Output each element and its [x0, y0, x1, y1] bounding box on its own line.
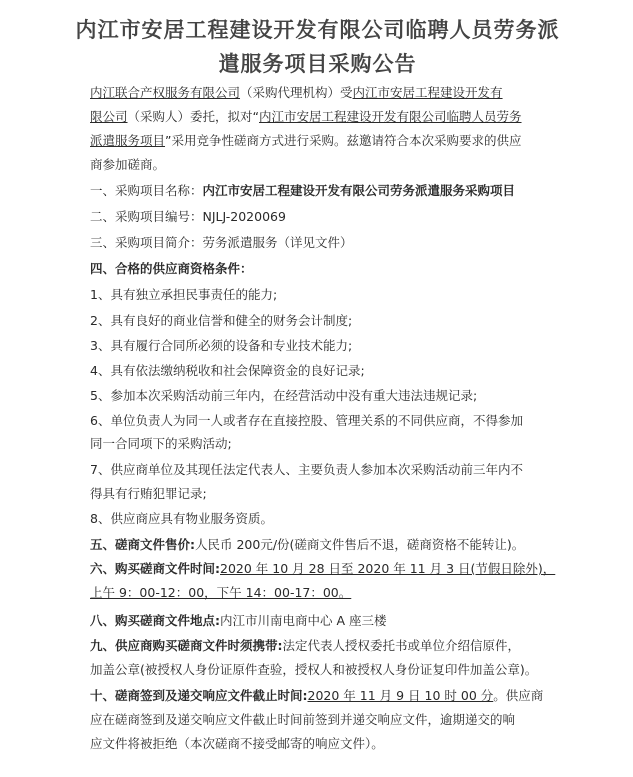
qualification-6-line-2: 同一合同项下的采购活动; [90, 436, 232, 451]
qualification-6-line-1: 6、单位负责人为同一人或者存在直接控股、管理关系的不同供应商，不得参加 [90, 413, 523, 428]
intro-line-4: 商参加磋商。 [90, 157, 166, 172]
purchaser-name-part-1: 内江市安居工程建设开发有 [352, 85, 503, 100]
qualification-3: 3、具有履行合同所必须的设备和专业技术能力; [90, 338, 353, 353]
section-5 [90, 537, 524, 553]
section-4-label: 四、合格的供应商资格条件： [90, 261, 253, 276]
deadline-time: 2020 年 11 月 9 日 10 时 00 分 [307, 688, 494, 703]
section-10-label: 十、磋商签到及递交响应文件截止时间: [90, 688, 308, 703]
section-10-value-tail: 。供应商 [493, 688, 544, 703]
intro-line-2 [90, 109, 522, 125]
section-6 [90, 561, 555, 577]
section-10 [90, 688, 543, 704]
section-1 [90, 183, 515, 199]
section-1-label: 一、采购项目名称： [90, 183, 203, 198]
qualification-1: 1、具有独立承担民事责任的能力; [90, 287, 278, 302]
agency-role: （采购代理机构）受 [240, 85, 353, 100]
intro-line-1 [90, 85, 503, 101]
section-2-label: 二、采购项目编号： [90, 209, 203, 224]
section-8-value: 内江市川南电商中心 A 座三楼 [220, 613, 387, 628]
section-10-value-line-3: 应文件将被拒绝（本次磋商不接受邮寄的响应文件）。 [90, 736, 384, 751]
qualification-7-line-1: 7、供应商单位及其现任法定代表人、主要负责人参加本次采购活动前三年内不 [90, 462, 523, 477]
purchaser-role: （采购人）委托，拟对“ [127, 109, 259, 124]
agency-name: 内江联合产权服务有限公司 [90, 85, 241, 100]
qualification-7-line-2: 得具有行贿犯罪记录; [90, 486, 207, 501]
section-9 [90, 638, 520, 654]
section-9-value-line-1: 法定代表人授权委托书或单位介绍信原件， [282, 638, 521, 653]
section-8 [90, 613, 387, 629]
qualification-2: 2、具有良好的商业信誉和健全的财务会计制度; [90, 313, 353, 328]
procurement-method: ”采用竞争性磋商方式进行采购。兹邀请符合本次采购要求的供应 [165, 133, 522, 148]
section-6-label: 六、购买磋商文件时间: [90, 561, 220, 576]
section-8-label: 八、购买磋商文件地点: [90, 613, 220, 628]
section-5-label: 五、磋商文件售价: [90, 537, 195, 552]
document-title-line-2: 遣服务项目采购公告 [218, 51, 417, 76]
project-name-part-2: 派遣服务项目 [90, 133, 166, 148]
section-1-value: 内江市安居工程建设开发有限公司劳务派遣服务采购项目 [202, 183, 516, 198]
section-9-value-line-2: 加盖公章(被授权人身份证原件查验，授权人和被授权人身份证复印件加盖公章)。 [90, 662, 538, 677]
qualification-8: 8、供应商应具有物业服务资质。 [90, 511, 273, 526]
section-6-value-line-1: 2020 年 10 月 28 日至 2020 年 11 月 3 日(节假日除外)， [220, 561, 556, 576]
project-name-part-1: 内江市安居工程建设开发有限公司临聘人员劳务 [259, 109, 522, 124]
intro-line-3 [90, 133, 522, 149]
purchaser-name-part-2: 限公司 [90, 109, 128, 124]
section-5-value: 人民币 200元/份(磋商文件售后不退，磋商资格不能转让)。 [195, 537, 525, 552]
section-6-value-line-2: 上午 9：00-12：00，下午 14：00-17：00。 [90, 585, 352, 600]
section-3-label: 三、采购项目简介： [90, 235, 203, 250]
section-10-value-line-2: 应在磋商签到及递交响应文件截止时间前签到并递交响应文件，逾期递交的响 [90, 712, 516, 727]
section-3-value: 劳务派遣服务（详见文件） [202, 235, 353, 250]
document-title-line-1: 内江市安居工程建设开发有限公司临聘人员劳务派 [75, 17, 560, 42]
section-2-value: NJLJ-2020069 [202, 209, 286, 224]
qualification-5: 5、参加本次采购活动前三年内，在经营活动中没有重大违法违规记录; [90, 388, 478, 403]
section-9-label: 九、供应商购买磋商文件时须携带: [90, 638, 283, 653]
section-2 [90, 209, 286, 225]
qualification-4: 4、具有依法缴纳税收和社会保障资金的良好记录; [90, 363, 365, 378]
section-3 [90, 235, 353, 251]
